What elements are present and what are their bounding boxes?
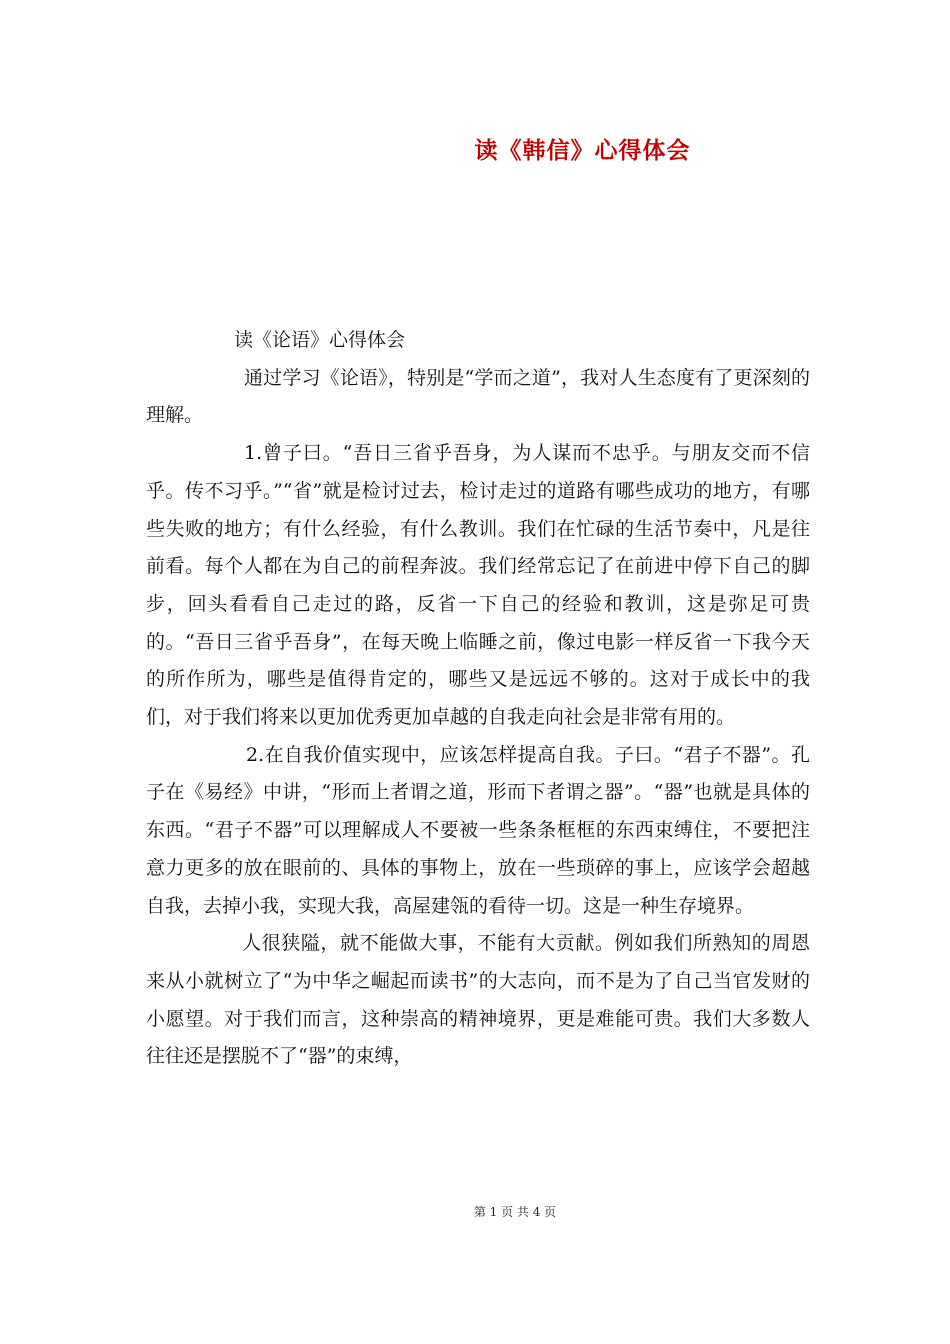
document-body: [146, 322, 810, 1076]
page-number-footer: 第 1 页 共 4 页: [473, 1205, 557, 1219]
paragraph-point-2: 2.在自我价值实现中，应该怎样提高自我。子曰。“君子不器”。孔子在《易经》中讲，“形而上者谓之道，形而下者谓之器”。“器”也就是具体的东西。“君子不器”可以理解成人不要被一些条条框框的东西束缚住，不要把注意力更多的放在眼前的、具体的事物上，放在一些琐碎的事上，应该学会超越自我，去掉小我，实现大我，高屋建瓴的看待一切。这是一种生存境界。: [146, 743, 810, 917]
paragraph-point-1: 1.曾子曰。“吾日三省乎吾身，为人谋而不忠乎。与朋友交而不信乎。传不习乎。”“省”就是检讨过去，检讨走过的道路有哪些成功的地方，有哪些失败的地方；有什么经验，有什么教训。我们在忙碌的生活节奏中，凡是往前看。每个人都在为自己的前程奔波。我们经常忘记了在前进中停下自己的脚步，回头看看自己走过的路，反省一下自己的经验和教训，这是弥足可贵的。“吾日三省乎吾身”，在每天晚上临睡之前，像过电影一样反省一下我今天的所作所为，哪些是值得肯定的，哪些又是远远不够的。这对于成长中的我们，对于我们将来以更加优秀更加卓越的自我走向社会是非常有用的。: [146, 442, 810, 729]
paragraph-intro: 通过学习《论语》，特别是“学而之道”，我对人生态度有了更深刻的理解。: [146, 366, 810, 427]
document-subtitle: 读《论语》心得体会: [234, 329, 406, 351]
document-title: 读《韩信》心得体会: [474, 138, 691, 164]
paragraph-example: 人很狭隘，就不能做大事，不能有大贡献。例如我们所熟知的周恩来从小就树立了“为中华之崛起而读书”的大志向，而不是为了自己当官发财的小愿望。对于我们而言，这种崇高的精神境界，更是难能可贵。我们大多数人往往还是摆脱不了“器”的束缚，: [146, 932, 810, 1068]
